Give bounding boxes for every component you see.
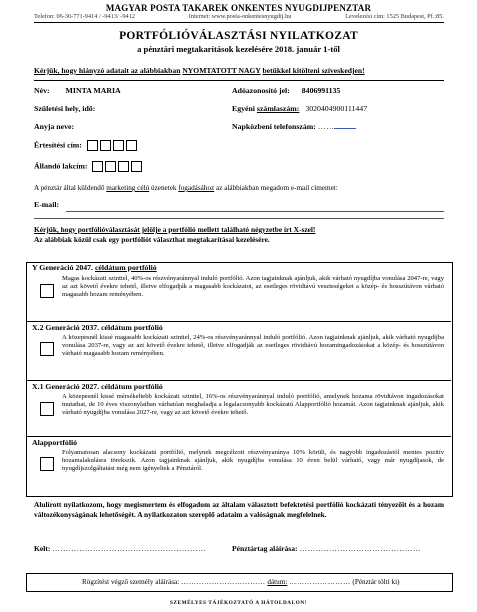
birth-row	[34, 104, 95, 113]
account-row	[232, 104, 367, 113]
instruction-line-2: Az alábbiak közül csak egy portfóliót választhat megtakarításai kezelésére.	[34, 235, 270, 244]
email-row	[34, 200, 59, 209]
date-row	[34, 544, 206, 553]
option-rest: céldátum portfólió	[101, 323, 163, 332]
home-code-boxes[interactable]	[92, 161, 142, 172]
option-gen: X.2 Generáció 2037.	[32, 323, 100, 332]
email-label: E-mail:	[34, 200, 60, 209]
option-gen: Alapportfólió	[32, 438, 78, 447]
fill-notice	[34, 66, 444, 75]
postal-digit-box[interactable]	[100, 140, 111, 151]
date-input-dots[interactable]: …………………………………………………	[52, 544, 207, 553]
option-rest: céldátum portfólió	[94, 263, 157, 272]
postal-digit-box[interactable]	[113, 140, 124, 151]
signature-input-dots[interactable]: ………………………………………	[299, 544, 421, 553]
name-label: Név:	[34, 86, 50, 95]
option-gen: X.1 Generáció 2027.	[32, 382, 100, 391]
name-value[interactable]: MINTA MARIA	[65, 86, 121, 95]
home-label: Állandó lakcím:	[34, 161, 88, 171]
portfolio-option-base	[26, 436, 451, 496]
option-description: A közepesnél kissé mérsékeltebb kockázati szinttel, 16%-os részvényaránnyal induló portfólió, amelynek hozama rövidtávon ingadozásokat mutathat, de 10 éves viszonylatban várhatóan meghaladja a legalacsonyabb kockázatú Alapportfólió hozamát. Azon tagjainknak ajánljuk, akik várható nyugdíjba vonulása 2027-re, vagy az azt követő évekre tehető.	[62, 393, 444, 417]
option-checkbox-x2[interactable]	[40, 342, 54, 356]
notice-tail: betűkkel kitölteni szíveskedjen!	[262, 66, 365, 75]
recorder-row	[82, 578, 400, 586]
postal-label: Értesítési cím:	[34, 140, 82, 150]
signature-row	[232, 544, 421, 553]
option-title	[32, 438, 77, 447]
option-description: Folyamatosan alacsony kockázatú portfólió, melynek megcélzott részvényaránya 10% körüli, és nagyobb ingadozástól mentes pozitív hozamalakulásra törekszik. Azon tagjainknak ajánljuk, akik nyugdíjba vonulása 10 éven belül várható, vagy már nyugdíjasok, de nyugdíjszolgáltatást még nem igényeltek a Pénztáról.	[62, 449, 444, 473]
divider	[34, 218, 444, 219]
option-rest: céldátum portfólió	[101, 382, 163, 391]
home-digit-box[interactable]	[105, 161, 116, 172]
portfolio-option-x2	[26, 321, 451, 381]
marketing-pre: A pénztár által küldendő	[34, 184, 105, 192]
option-description: Magas kockázati szinttel, 40%-os részvényaránnyal induló portfólió. Azon tagjainknak ajánljuk, akik várható nyugdíjba vonulása 2047-re, vagy az azt követő évekre tehető, illetve elfogadják a magasabb kockázatot, az esetleges rövidtávú veszteségeket a közép- és hosszútávon várható magasabb hozam reményében.	[62, 275, 444, 299]
option-checkbox-y[interactable]	[40, 284, 54, 298]
option-gen: Y Generáció 2047.	[32, 263, 93, 272]
option-description: A közepesnél kissé magasabb kockázati szinttel, 24%-os részvényaránnyal induló portfólió. Azon tagjainknak ajánljuk, akik várható nyugdíjba vonulása 2037-re, vagy az azt követő évekre tehető, illetve elfogadják az esetleges rövidtávú hozamingadozásokat a közép- és hosszútávon várható magasabb hozam reményében.	[62, 334, 444, 358]
marketing-post: az alábbiakban megadom e-mail címemet:	[216, 184, 338, 192]
selection-instructions	[34, 225, 444, 245]
home-digit-box[interactable]	[92, 161, 103, 172]
home-digit-box[interactable]	[118, 161, 129, 172]
contact-line	[34, 13, 444, 23]
instruction-line-1: Kérjük, hogy portfólióválasztását jelölje a portfólió mellett található négyzetbe írt X-szel!	[34, 225, 316, 234]
recorder-date-label: dátum:	[267, 578, 288, 586]
form-subtitle: a pénztári megtakarítások kezelésére 2018. január 1-től	[137, 44, 340, 54]
contact-address: Levelezési cím: 1525 Budapest, Pf.:85.	[345, 13, 444, 20]
divider	[34, 80, 444, 81]
recorder-date-dots[interactable]: ……………………	[289, 578, 351, 586]
birth-label: Születési hely, idő:	[34, 104, 96, 113]
tax-label: Adóazonosító jel:	[232, 86, 290, 95]
notice-emph: NYOMTATOTT NAGY	[182, 66, 261, 75]
home-digit-box[interactable]	[131, 161, 142, 172]
option-title	[32, 382, 163, 391]
phone-input-line[interactable]	[334, 123, 356, 129]
portfolio-option-y	[26, 262, 451, 321]
notice-lead: Kérjük, hogy hiányzó adatait az alábbiakban	[34, 66, 181, 75]
marketing-consent	[34, 184, 444, 192]
contact-internet: Internet: www.posta-onkentesnyugdij.hu	[188, 13, 292, 20]
postal-row	[34, 140, 137, 151]
option-title	[32, 263, 157, 272]
declaration-text: Alulírott nyilatkozom, hogy megismertem és elfogadom az általam választott befektetési portfólió kockázati tényezőit és a hozam változékonyságának lehetőségét. A nyilatkozaton szereplő adataim a valóságnak megfelelnek.	[34, 500, 444, 519]
name-row	[34, 86, 121, 95]
org-name: MAGYAR POSTA TAKAREK ONKENTES NYUGDIJPENZTAR	[105, 3, 372, 13]
home-row	[34, 161, 142, 172]
back-page-note: SZEMÉLYES TÁJÉKOZTATÓ A HÁTOLDALON!	[169, 600, 308, 606]
email-input-line[interactable]	[66, 211, 444, 212]
account-value[interactable]: 3020404900111447	[305, 104, 368, 113]
marketing-mid: üzenetek	[150, 184, 177, 192]
tax-row	[232, 86, 340, 95]
marketing-u1: marketing célú	[106, 184, 150, 192]
mother-row	[34, 122, 74, 131]
account-label: Egyéni	[232, 104, 255, 113]
recorder-label: Rögzítést végző személy aláírása:	[82, 578, 180, 586]
option-title	[32, 323, 163, 332]
phone-row	[232, 122, 356, 131]
form-title: PORTFÓLIÓVÁLASZTÁSI NYILATKOZAT	[119, 30, 358, 42]
recorder-sign-dots[interactable]: ……………………………	[181, 578, 266, 586]
contact-phone: Telefon: 06-30-771-9414 / -9413/ -9412	[34, 13, 135, 20]
postal-digit-box[interactable]	[126, 140, 137, 151]
phone-dots: ……	[317, 122, 335, 131]
tax-value[interactable]: 8406991135	[301, 86, 341, 95]
signature-label: Pénztártag aláírása:	[232, 544, 298, 553]
postal-code-boxes[interactable]	[87, 140, 137, 151]
portfolio-option-x1	[26, 380, 451, 437]
option-checkbox-x1[interactable]	[40, 402, 54, 416]
account-label-2: számlaszám:	[256, 104, 300, 113]
postal-digit-box[interactable]	[87, 140, 98, 151]
marketing-u2: fogadásához	[178, 184, 215, 192]
phone-label: Napközbeni telefonszám:	[232, 122, 316, 131]
option-checkbox-base[interactable]	[40, 457, 54, 471]
recorder-note: (Pénztár tölti ki)	[352, 578, 400, 586]
mother-label: Anyja neve:	[34, 122, 75, 131]
date-label: Kelt:	[34, 544, 51, 553]
